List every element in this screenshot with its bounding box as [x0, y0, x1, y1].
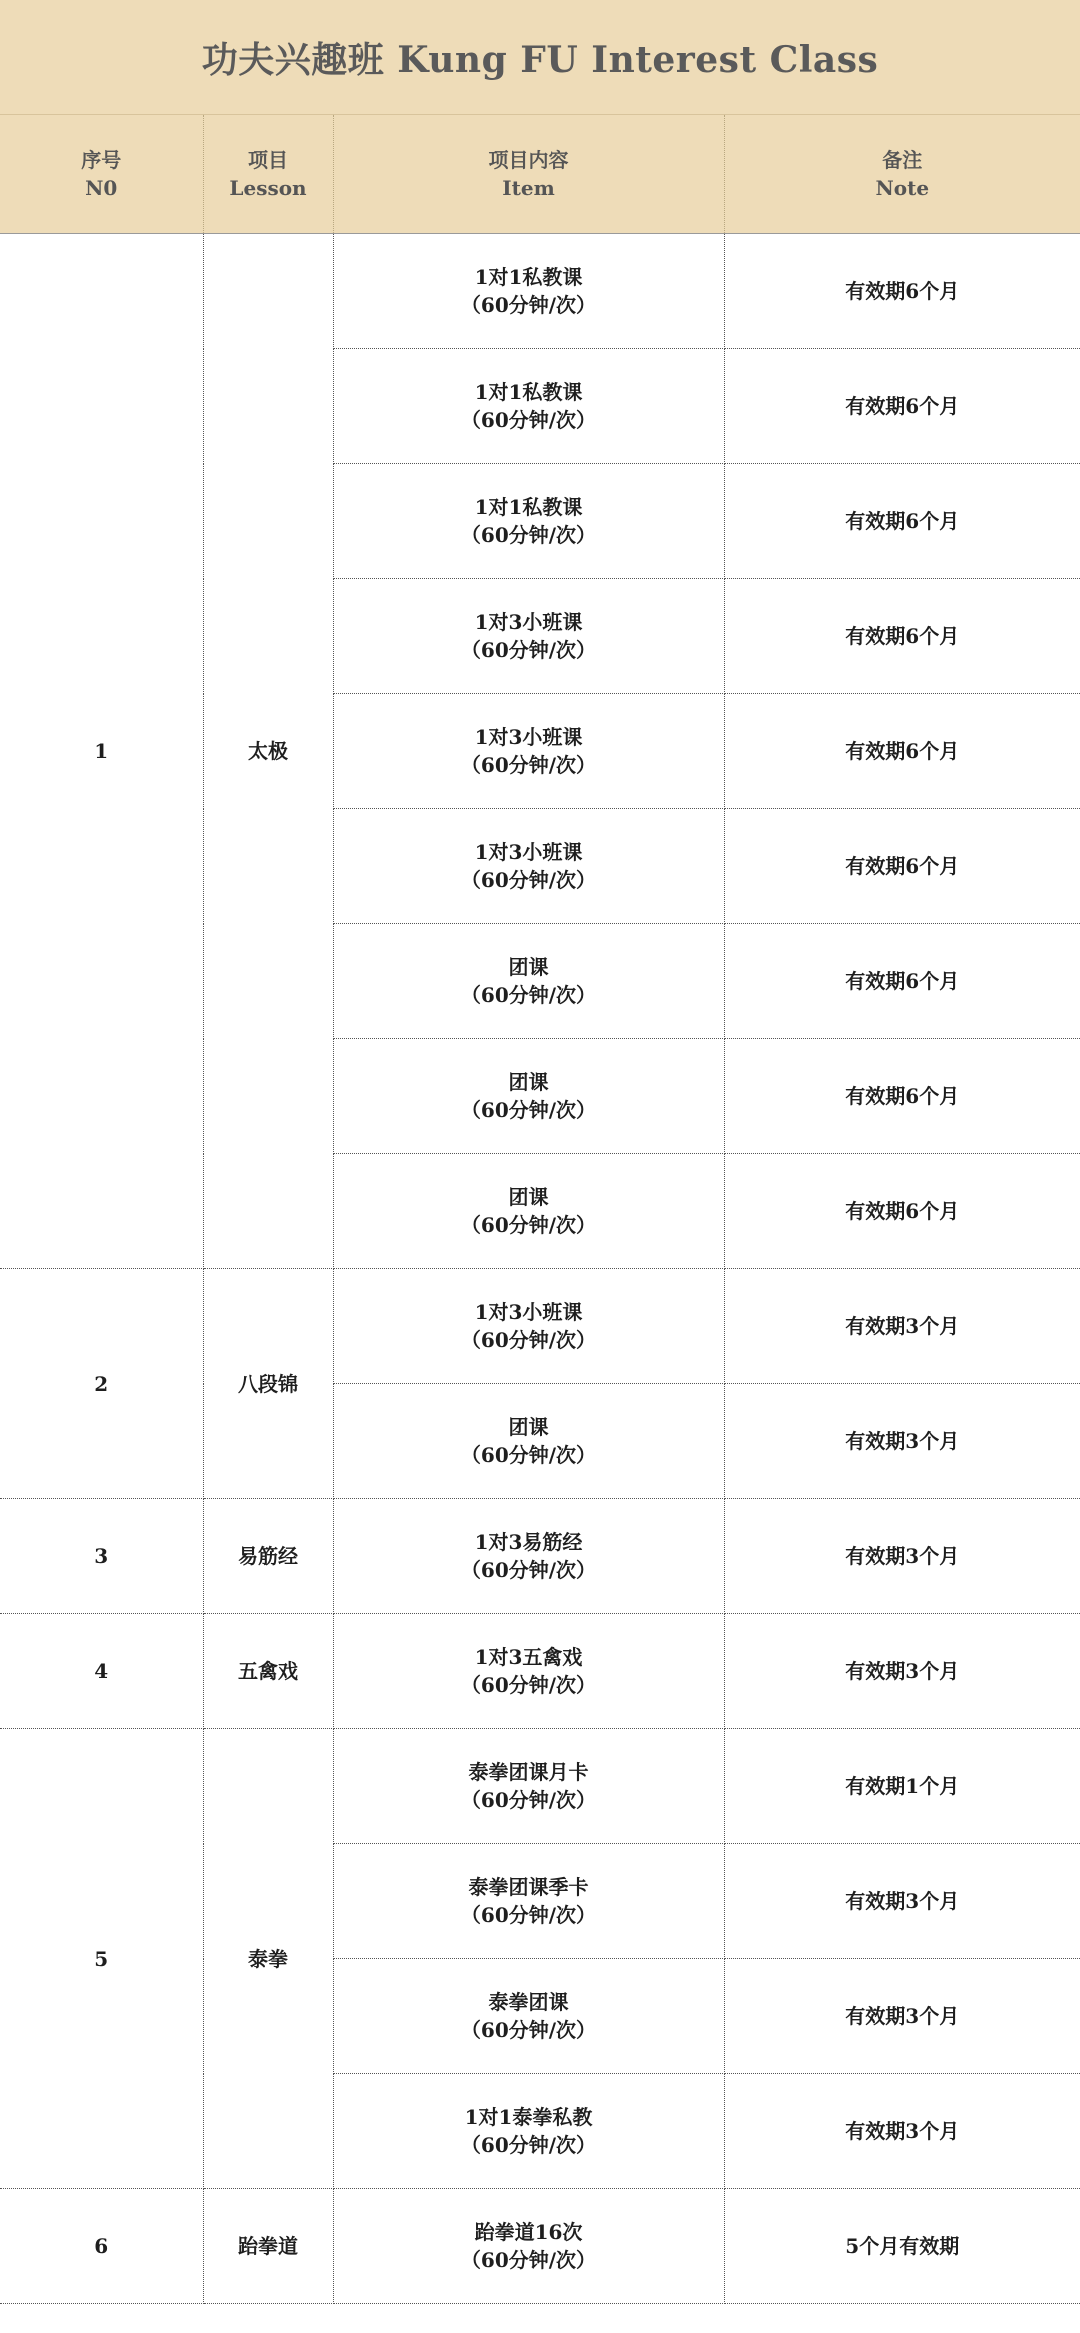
item-cell [333, 234, 724, 349]
item-duration: （60分钟/次） [460, 1328, 597, 1352]
header-item-cn: 项目内容 [488, 148, 569, 172]
item-duration: （60分钟/次） [460, 2018, 597, 2042]
lesson-name: 泰拳 [203, 1729, 333, 2189]
row-number: 4 [0, 1614, 203, 1729]
item-cell [333, 2189, 724, 2304]
item-name: 泰拳团课季卡 [468, 1875, 589, 1899]
item-note: 有效期6个月 [724, 579, 1080, 694]
table-row [0, 1729, 1080, 1844]
lesson-name: 易筋经 [203, 1499, 333, 1614]
item-cell [333, 579, 724, 694]
price-table [0, 115, 1080, 2304]
item-cell [333, 1729, 724, 1844]
header-no-en: N0 [85, 176, 118, 200]
item-duration: （60分钟/次） [460, 1903, 597, 1927]
item-cell [333, 1384, 724, 1499]
table-row [0, 1269, 1080, 1384]
row-number: 2 [0, 1269, 203, 1499]
table-body [0, 234, 1080, 2304]
item-duration: （60分钟/次） [460, 2133, 597, 2157]
item-note: 有效期3个月 [724, 2074, 1080, 2189]
item-name: 跆拳道16次 [474, 2220, 583, 2244]
lesson-name: 五禽戏 [203, 1614, 333, 1729]
header-note-cn: 备注 [882, 148, 923, 172]
item-name: 团课 [508, 1070, 549, 1094]
item-name: 1对3五禽戏 [474, 1645, 583, 1669]
item-duration: （60分钟/次） [460, 638, 597, 662]
item-note: 有效期6个月 [724, 349, 1080, 464]
item-cell [333, 1269, 724, 1384]
header-note [724, 115, 1080, 234]
item-duration: （60分钟/次） [460, 983, 597, 1007]
item-cell [333, 349, 724, 464]
item-name: 1对1泰拳私教 [464, 2105, 593, 2129]
item-duration: （60分钟/次） [460, 1213, 597, 1237]
table-header [0, 115, 1080, 234]
item-duration: （60分钟/次） [460, 1443, 597, 1467]
header-row [0, 115, 1080, 234]
item-note: 有效期6个月 [724, 694, 1080, 809]
item-note: 有效期6个月 [724, 464, 1080, 579]
item-note: 5个月有效期 [724, 2189, 1080, 2304]
item-cell [333, 1959, 724, 2074]
item-note: 有效期3个月 [724, 1614, 1080, 1729]
item-name: 团课 [508, 1185, 549, 1209]
item-cell [333, 809, 724, 924]
header-lesson [203, 115, 333, 234]
item-cell [333, 464, 724, 579]
item-duration: （60分钟/次） [460, 868, 597, 892]
header-lesson-en: Lesson [229, 176, 307, 200]
item-name: 1对3小班课 [474, 610, 583, 634]
item-cell [333, 1844, 724, 1959]
item-duration: （60分钟/次） [460, 293, 597, 317]
item-name: 1对3小班课 [474, 725, 583, 749]
table-row [0, 234, 1080, 349]
item-name: 1对1私教课 [474, 265, 583, 289]
lesson-name: 八段锦 [203, 1269, 333, 1499]
lesson-name: 太极 [203, 234, 333, 1269]
item-note: 有效期1个月 [724, 1729, 1080, 1844]
item-cell [333, 924, 724, 1039]
table-row [0, 1614, 1080, 1729]
header-lesson-cn: 项目 [248, 148, 288, 172]
item-duration: （60分钟/次） [460, 1788, 597, 1812]
item-name: 1对1私教课 [474, 380, 583, 404]
header-note-en: Note [875, 176, 930, 200]
item-duration: （60分钟/次） [460, 2248, 597, 2272]
row-number: 5 [0, 1729, 203, 2189]
item-duration: （60分钟/次） [460, 1098, 597, 1122]
item-duration: （60分钟/次） [460, 753, 597, 777]
header-item [333, 115, 724, 234]
item-duration: （60分钟/次） [460, 408, 597, 432]
item-note: 有效期6个月 [724, 234, 1080, 349]
item-duration: （60分钟/次） [460, 1673, 597, 1697]
item-cell [333, 1154, 724, 1269]
item-cell [333, 694, 724, 809]
item-name: 1对3小班课 [474, 840, 583, 864]
item-name: 团课 [508, 955, 549, 979]
title-bar [0, 0, 1080, 115]
item-note: 有效期6个月 [724, 924, 1080, 1039]
item-name: 泰拳团课月卡 [468, 1760, 589, 1784]
item-note: 有效期3个月 [724, 1499, 1080, 1614]
header-no [0, 115, 203, 234]
item-cell [333, 2074, 724, 2189]
item-cell [333, 1039, 724, 1154]
row-number: 1 [0, 234, 203, 1269]
row-number: 3 [0, 1499, 203, 1614]
row-number: 6 [0, 2189, 203, 2304]
item-duration: （60分钟/次） [460, 523, 597, 547]
item-cell [333, 1614, 724, 1729]
item-cell [333, 1499, 724, 1614]
item-duration: （60分钟/次） [460, 1558, 597, 1582]
header-item-en: Item [502, 176, 555, 200]
item-note: 有效期6个月 [724, 1154, 1080, 1269]
item-note: 有效期3个月 [724, 1384, 1080, 1499]
item-name: 1对3小班课 [474, 1300, 583, 1324]
item-note: 有效期3个月 [724, 1269, 1080, 1384]
item-name: 1对1私教课 [474, 495, 583, 519]
item-note: 有效期3个月 [724, 1959, 1080, 2074]
table-row [0, 2189, 1080, 2304]
page-title: 功夫兴趣班 Kung FU Interest Class [201, 38, 879, 81]
item-name: 团课 [508, 1415, 549, 1439]
table-row [0, 1499, 1080, 1614]
item-note: 有效期6个月 [724, 809, 1080, 924]
item-note: 有效期6个月 [724, 1039, 1080, 1154]
item-note: 有效期3个月 [724, 1844, 1080, 1959]
header-no-cn: 序号 [81, 148, 122, 172]
item-name: 1对3易筋经 [474, 1530, 583, 1554]
item-name: 泰拳团课 [488, 1990, 569, 2014]
lesson-name: 跆拳道 [203, 2189, 333, 2304]
